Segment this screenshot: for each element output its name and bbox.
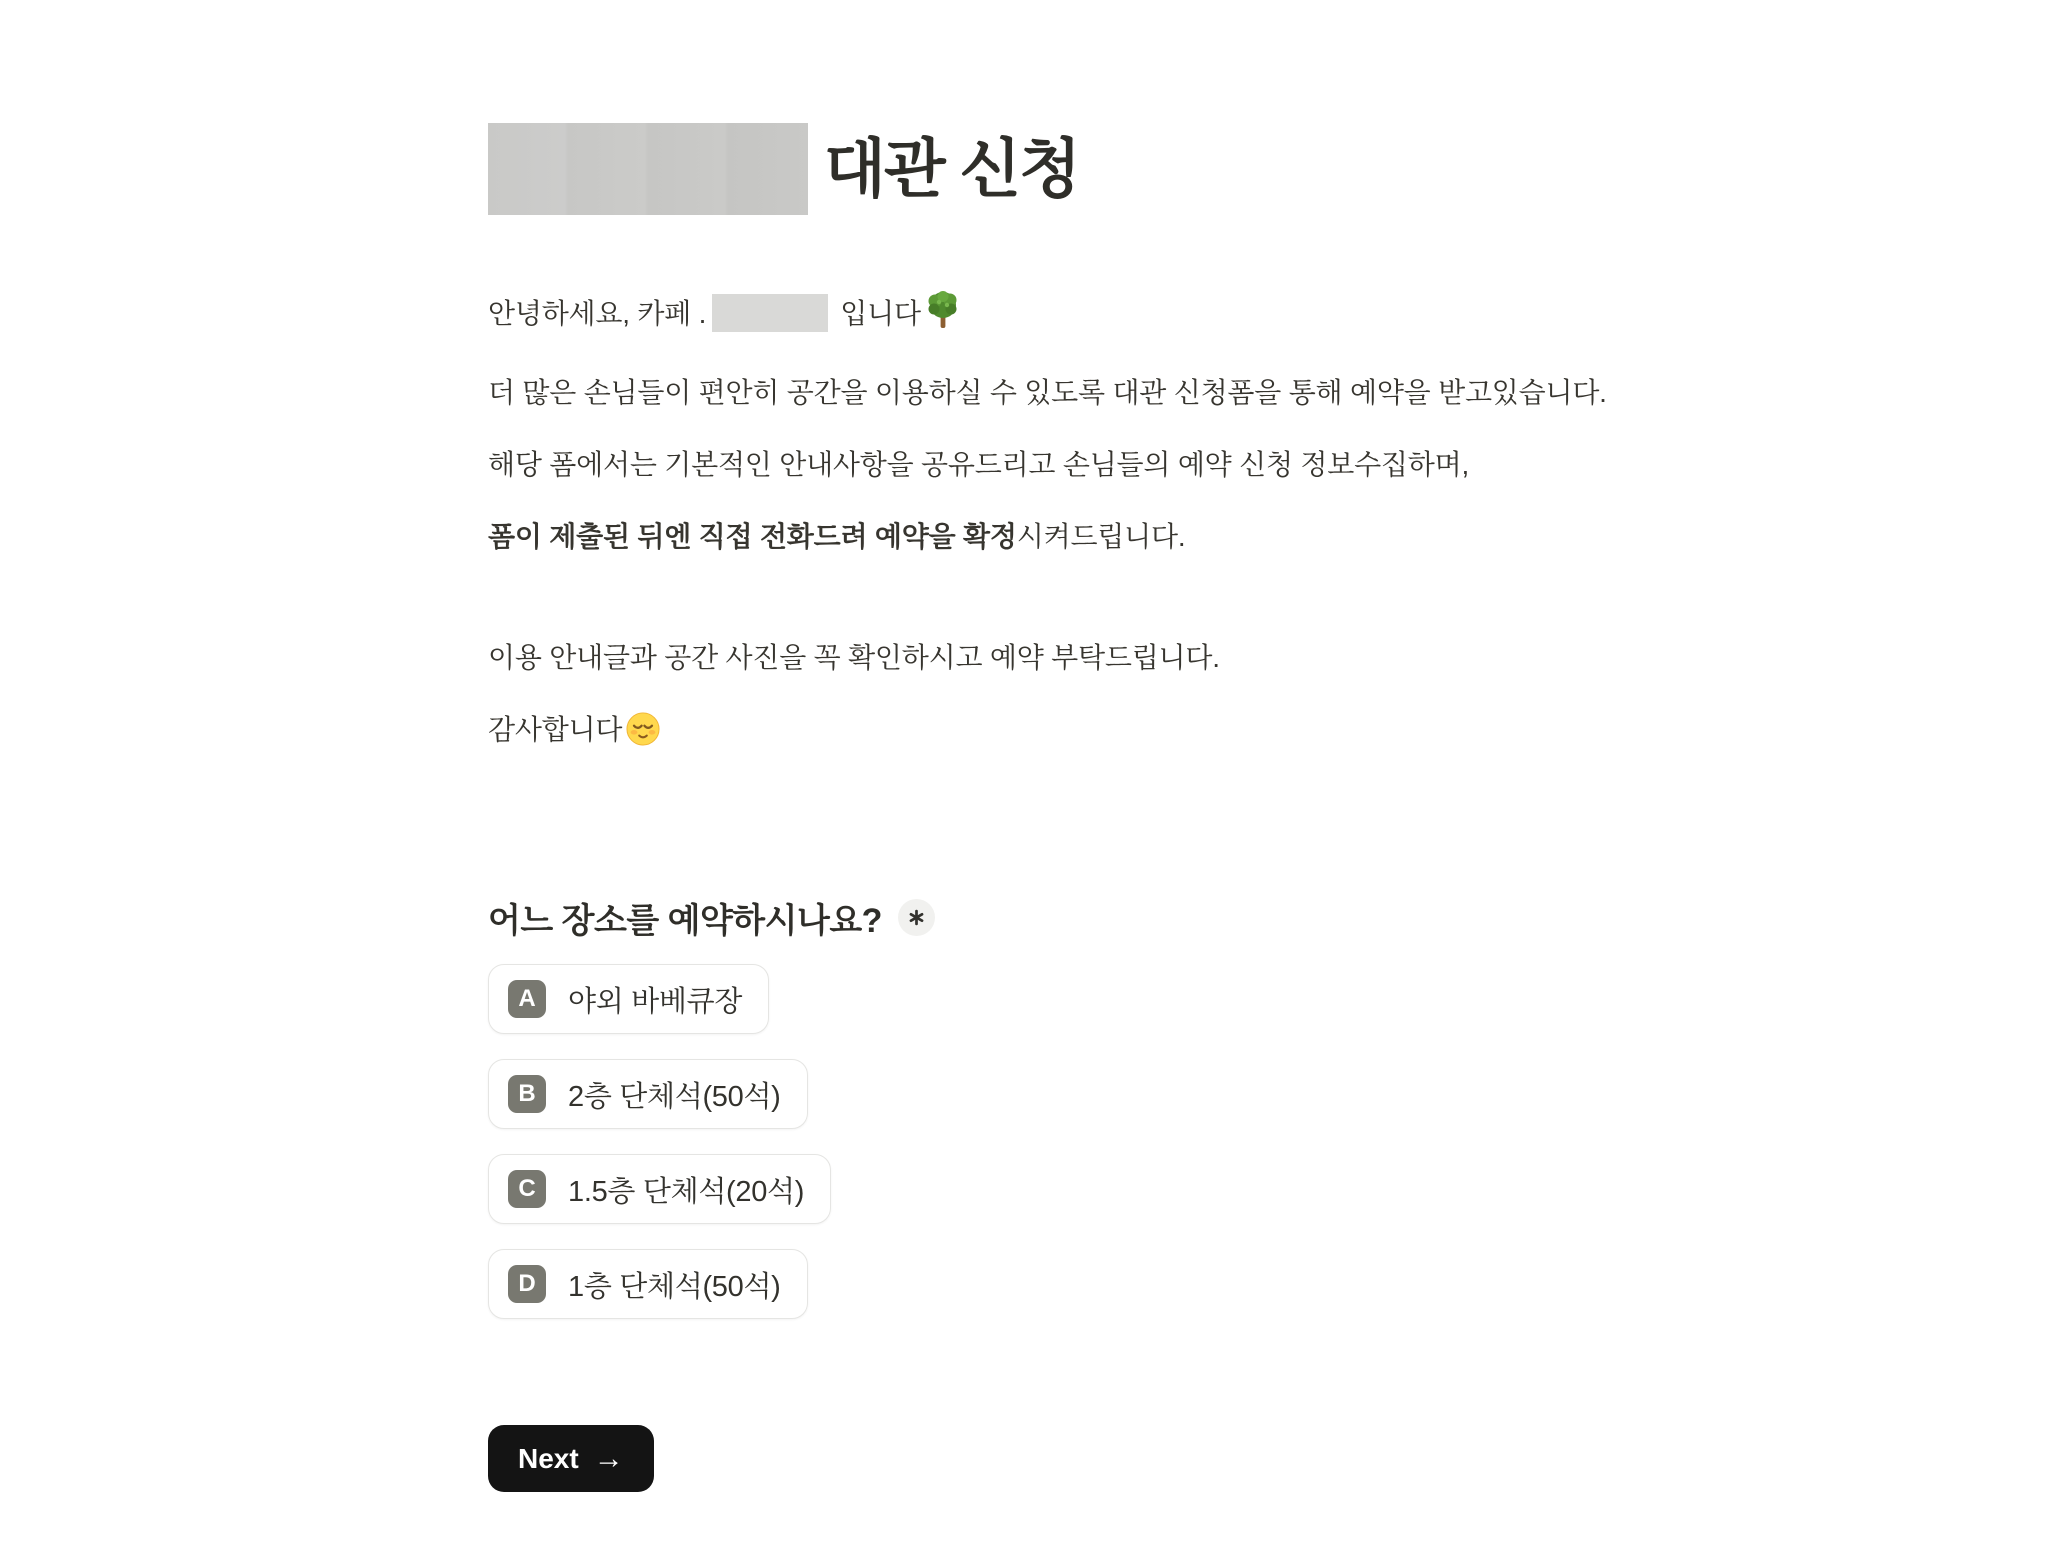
greeting-line: [488, 278, 1260, 357]
redacted-cafe-name-box: [488, 123, 808, 215]
next-button-label: Next: [518, 1442, 579, 1474]
intro-line-4: [488, 501, 1260, 573]
greeting-suffix: 입니다: [840, 298, 921, 329]
intro-line-5: 이용 안내글과 공간 사진을 꼭 확인하시고 예약 부탁드립니다.: [488, 642, 1220, 673]
option-2f-group-seats[interactable]: [488, 1059, 808, 1129]
thanks-text: 감사합니다: [488, 714, 623, 745]
option-1f-group-seats[interactable]: [488, 1249, 808, 1319]
question-label: 어느 장소를 예약하시나요?: [488, 901, 882, 940]
option-key-badge: A: [508, 980, 546, 1018]
options-list: [488, 964, 1260, 1319]
required-badge: [898, 899, 935, 936]
option-key-badge: C: [508, 1170, 546, 1208]
next-button[interactable]: [488, 1425, 654, 1492]
option-label: 2층 단체석(50석): [568, 1080, 781, 1113]
option-key-badge: B: [508, 1075, 546, 1113]
option-1-5f-group-seats[interactable]: [488, 1154, 831, 1224]
option-outdoor-bbq[interactable]: [488, 964, 769, 1034]
option-label: 1.5층 단체석(20석): [568, 1175, 805, 1208]
smiling-face-emoji: [626, 701, 660, 773]
redacted-cafe-name-inline-box: [712, 294, 828, 332]
intro-line-4-rest: 시켜드립니다.: [1016, 521, 1186, 552]
page-title-row: [488, 122, 1260, 216]
deciduous-tree-emoji: [925, 285, 961, 357]
right-arrow-icon: →: [593, 1441, 624, 1475]
paragraph-gap: [488, 573, 1260, 622]
page-title: 대관 신청: [824, 133, 1080, 205]
intro-text: [488, 278, 1607, 773]
intro-line-4-bold: 폼이 제출된 뒤엔 직접 전화드려 예약을 확정: [488, 521, 1017, 552]
question-line: [488, 893, 1260, 941]
intro-line-2: 더 많은 손님들이 편안히 공간을 이용하실 수 있도록 대관 신청폼을 통해 예약을 받고있습니다.: [488, 377, 1607, 408]
asterisk-icon: [908, 909, 925, 926]
intro-line-3: 해당 폼에서는 기본적인 안내사항을 공유드리고 손님들의 예약 신청 정보수집하며,: [488, 449, 1470, 480]
next-button-row: [488, 1425, 1260, 1492]
option-key-badge: D: [508, 1265, 546, 1303]
thanks-line: [488, 694, 1260, 773]
greeting-prefix: 안녕하세요, 카페 .: [488, 298, 707, 329]
option-label: 야외 바베큐장: [568, 985, 743, 1018]
question-block: [488, 893, 1260, 1319]
option-label: 1층 단체석(50석): [568, 1270, 781, 1303]
